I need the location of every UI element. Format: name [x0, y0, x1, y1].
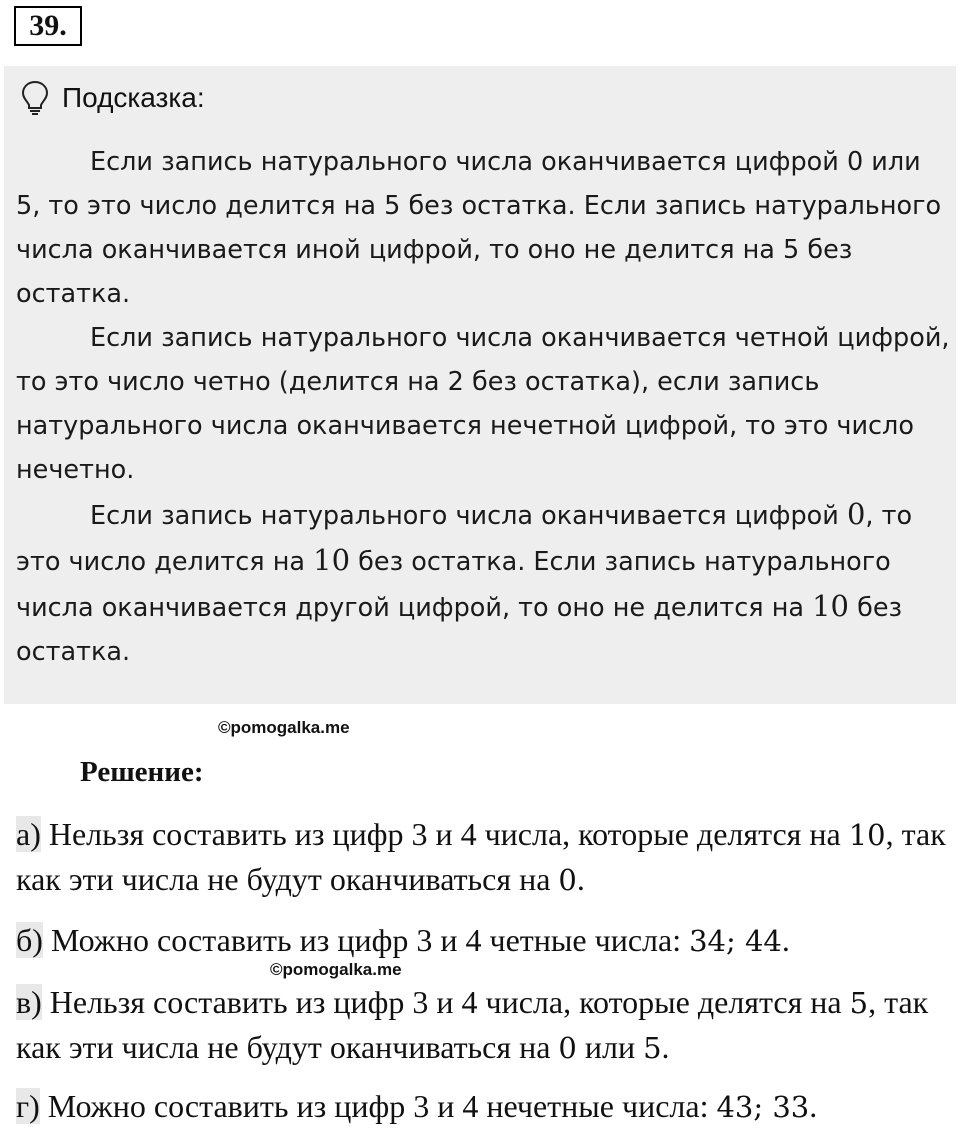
answer-b: б) Можно составить из цифр 3 и 4 четные числа: 34; 44. — [16, 922, 790, 958]
hint-paragraph-2: Если запись натурального числа оканчивается четной цифрой, то это число четно (делится на 2 без остатка), если запись натурального числа оканчивается нечетной цифрой, то это число нечетно. — [16, 323, 950, 485]
hint-text — [16, 140, 950, 674]
solution-title: Решение: — [80, 756, 204, 788]
answer-a: а) Нельзя составить из цифр 3 и 4 числа, которые делятся на 10, так как эти числа не будут оканчиваться на 0. — [16, 816, 946, 897]
hint-paragraph-1: Если запись натурального числа оканчивается цифрой 0 или 5, то это число делится на 5 без остатка. Если запись натурального числа оканчивается иной цифрой, то оно не делится на 5 без остатка. — [16, 147, 942, 309]
hint-header — [20, 78, 205, 118]
answer-c: в) Нельзя составить из цифр 3 и 4 числа, которые делятся на 5, так как эти числа не будут оканчиваться на 0 или 5. — [16, 984, 929, 1065]
hint-paragraph-3: Если запись натурального числа оканчивается цифрой 0, то это число делится на 10 без остатка. Если запись натурального числа оканчивается другой цифрой, то оно не делится на 10 без остатка. — [16, 497, 913, 667]
lightbulb-icon — [20, 80, 50, 116]
hint-title: Подсказка: — [62, 82, 205, 113]
task-number: 39. — [14, 6, 82, 46]
hint-box — [4, 66, 956, 704]
watermark: ©pomogalka.me — [218, 718, 350, 737]
watermark: ©pomogalka.me — [270, 960, 402, 979]
answer-d: г) Можно составить из цифр 3 и 4 нечетные числа: 43; 33. — [16, 1088, 818, 1124]
